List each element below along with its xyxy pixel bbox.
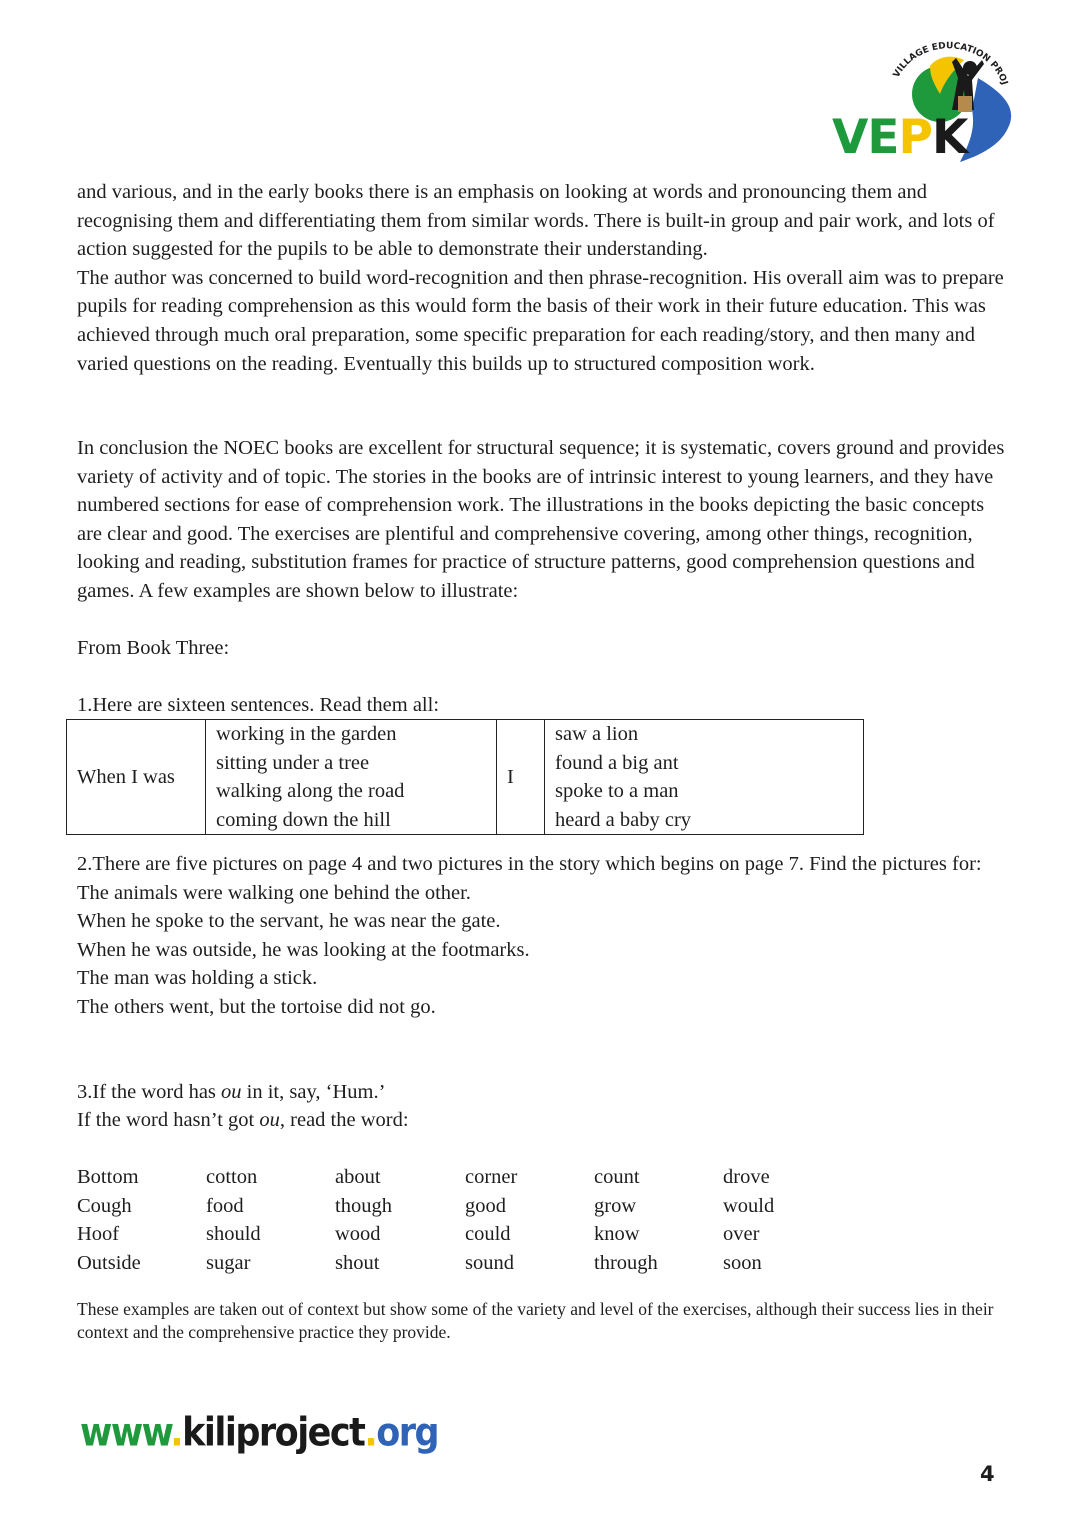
intro-paragraph: and various, and in the early books there is an emphasis on looking at words and pronouncing them and recognising them and differentiating them from similar words. There is built-in group and pair work, and lots of action suggested for the pupils to be able to demonstrate their understanding. The author was concerned to build word-recognition and then phrase-recognition. His overall aim was to prepare pupils for reading comprehension as this would form the basis of their work in their future education. This was achieved through much oral preparation, some specific preparation for each reading/story, and then many and varied questions on the reading. Eventually this builds up to structured composition work. — [77, 181, 1004, 375]
url-www: www — [80, 1411, 171, 1456]
table-row — [67, 720, 864, 835]
url-domain: kiliproject — [182, 1411, 365, 1456]
substitution-table — [66, 719, 864, 835]
exercise-3-line-1 — [77, 1078, 1007, 1107]
ex3-emphasis: ou — [259, 1109, 280, 1131]
word-column: count grow know through — [594, 1166, 658, 1274]
url-tld: org — [376, 1411, 439, 1456]
exercise-2: 2.There are five pictures on page 4 and two pictures in the story which begins on page 7. Find the pictures for: The animals were walking one behind the other. When he spoke to the servant, he was near the gate. When he was outside, he was looking at the footmarks. The man was holding a stick. The others went, but the tortoise did not go. — [77, 853, 982, 1018]
table-cell-pronoun: I — [497, 720, 545, 835]
url-dot: . — [364, 1411, 377, 1456]
table-cell-activities: working in the garden sitting under a tree walking along the road coming down the hill — [206, 720, 497, 835]
page-number: 4 — [980, 1462, 995, 1486]
ex3-emphasis: ou — [221, 1081, 242, 1103]
word-column: drove would over soon — [723, 1166, 775, 1274]
word-column: corner good could sound — [465, 1166, 518, 1274]
ex3-text: 3.If the word has — [77, 1081, 222, 1103]
ex3-text: If the word hasn’t got — [77, 1109, 260, 1131]
logo-text: VEPK — [832, 110, 968, 165]
website-url[interactable] — [80, 1411, 438, 1456]
table-cell-events: saw a lion found a big ant spoke to a man heard a baby cry — [545, 720, 864, 835]
exercise-3-line-2 — [77, 1106, 1007, 1135]
word-column: about though wood shout — [335, 1166, 392, 1274]
logo-arc-text: VILLAGE EDUCATION PROJ — [891, 41, 1010, 87]
word-column: Bottom Cough Hoof Outside — [77, 1166, 141, 1274]
table-cell-subject: When I was — [67, 720, 206, 835]
conclusion-paragraph: In conclusion the NOEC books are excellent for structural sequence; it is systematic, covers ground and provides variety of activity and of topic. The stories in the books are of intrinsic interest to young learners, and they have numbered sections for ease of comprehension work. The illustrations in the books depicting the basic concepts are clear and good. The exercises are plentiful and comprehensive covering, among other things, recognition, looking and reading, substitution frames for practice of structure patterns, good comprehension questions and games. A few examples are shown below to illustrate: — [77, 437, 1005, 602]
book-label: From Book Three: — [77, 637, 230, 659]
word-column: cotton food should sugar — [206, 1166, 261, 1274]
ex3-text: , read the word: — [279, 1109, 409, 1131]
exercise-1-heading: 1.Here are sixteen sentences. Read them all: — [77, 694, 440, 716]
closing-note: These examples are taken out of context but show some of the variety and level of the exercises, although their success lies in their context and the comprehensive practice they provide. — [77, 1299, 994, 1342]
ex3-text: in it, say, ‘Hum.’ — [241, 1081, 386, 1103]
vepk-logo — [828, 38, 1028, 166]
url-dot: . — [170, 1411, 183, 1456]
